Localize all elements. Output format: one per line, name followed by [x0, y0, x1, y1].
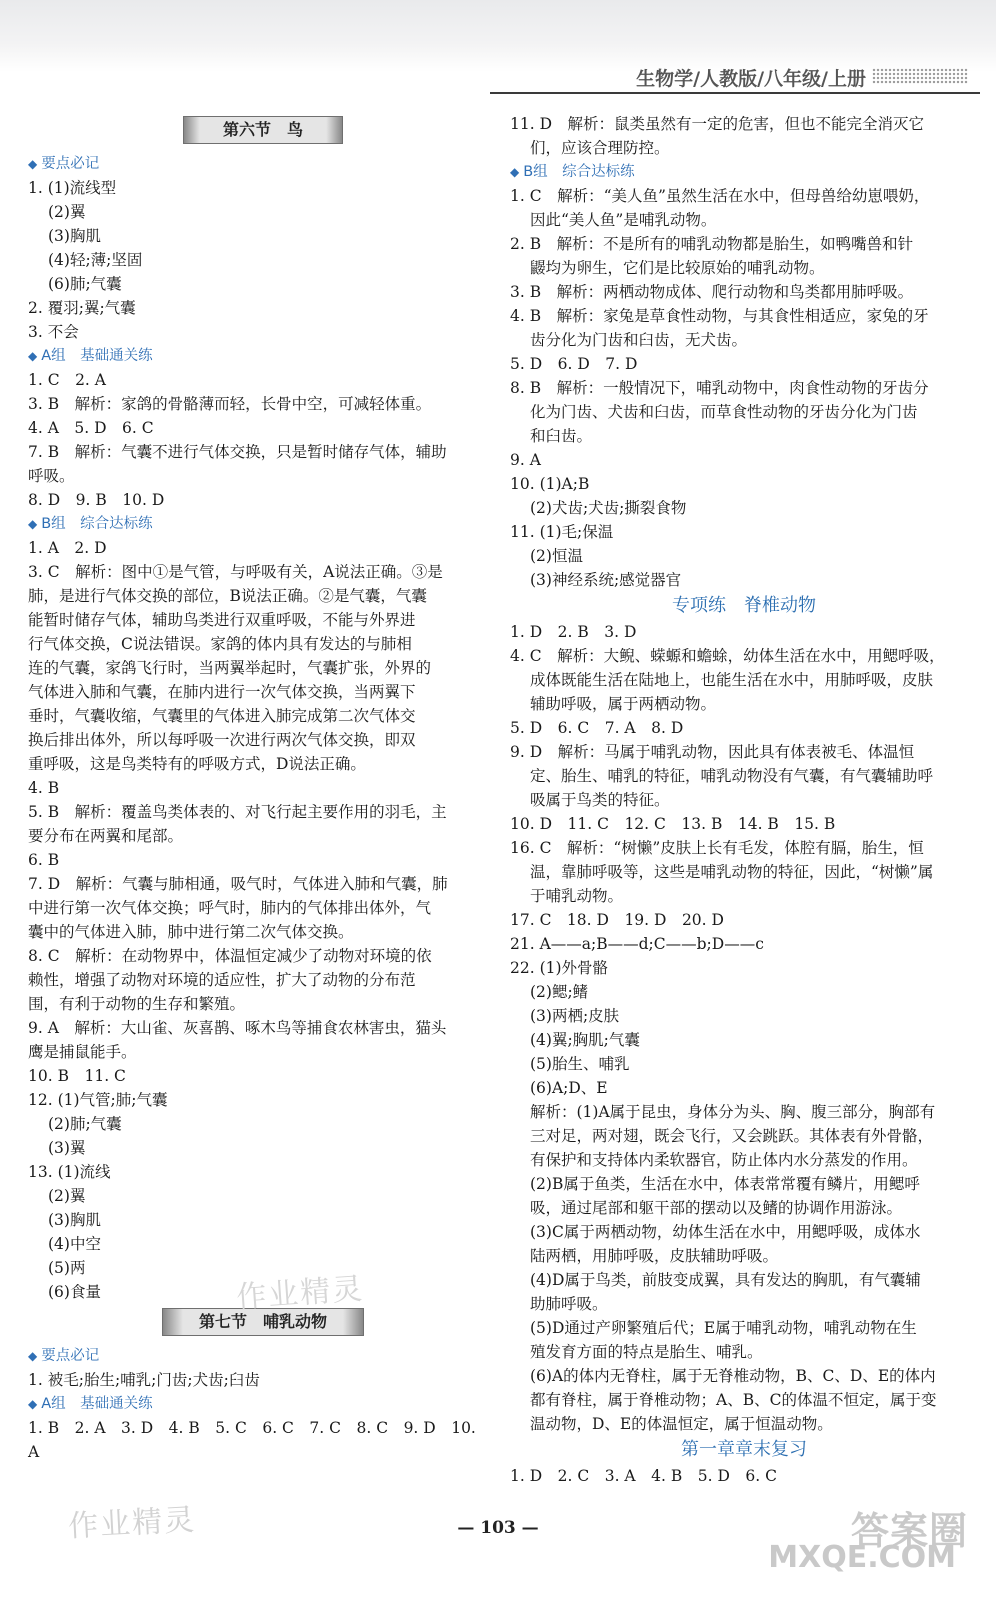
answer-line: 1. B 2. A 3. D 4. B 5. C 6. C 7. C 8. C 9. D 10.	[28, 1419, 476, 1437]
answer-line: 9. A 解析：大山雀、灰喜鹊、啄木鸟等捕食农林害虫，猫头	[28, 1019, 447, 1037]
subheading-group-a: ◆ A组 基础通关练	[28, 1392, 498, 1416]
answer-line: 温，靠肺呼吸等，这些是哺乳动物的特征，因此，“树懒”属	[530, 863, 934, 881]
answer-line: 中进行第一次气体交换；呼气时，肺内的气体排出体外，气	[28, 899, 432, 917]
answer-line: 6. B	[28, 851, 60, 869]
header-rule	[490, 92, 980, 94]
answer-line: 围，有利于动物的生存和繁殖。	[28, 995, 246, 1013]
answer-line: 们，应该合理防控。	[530, 139, 670, 157]
answer-line: 3. B 解析：家鸽的骨骼薄而轻，长骨中空，可减轻体重。	[28, 395, 432, 413]
answer-line: 陆两栖，用肺呼吸，皮肤辅助呼吸。	[530, 1247, 779, 1265]
answer-line: (4)中空	[48, 1235, 101, 1253]
watermark-url: MXQE.COM	[768, 1540, 956, 1575]
page-number: — 103 —	[457, 1518, 539, 1538]
answer-line: (3)翼	[48, 1139, 86, 1157]
section-heading-birds: 第六节 鸟	[183, 116, 343, 144]
answer-line: (4)D属于鸟类，前肢变成翼，具有发达的胸肌，有气囊辅	[530, 1271, 921, 1289]
subheading-group-b: ◆ B组 综合达标练	[28, 512, 498, 536]
answer-line: 囊中的气体进入肺，肺中进行第二次气体交换。	[28, 923, 354, 941]
answer-line: 7. B 解析：气囊不进行气体交换，只是暂时储存气体，辅助	[28, 443, 447, 461]
subheading-key-points: ◆ 要点必记	[28, 152, 498, 176]
answer-line: 1. 被毛;胎生;哺乳;门齿;犬齿;臼齿	[28, 1371, 260, 1389]
diamond-icon: ◆	[28, 1397, 38, 1411]
answer-list	[510, 620, 978, 1436]
answer-line: 22. (1)外骨骼	[510, 959, 609, 977]
answer-line: 1. A 2. D	[28, 539, 107, 557]
answer-line: (3)C属于两栖动物，幼体生活在水中，用鳃呼吸，成体水	[530, 1223, 921, 1241]
answer-line: 三对足，两对翅，既会飞行，又会跳跃。其体表有外骨骼，	[530, 1127, 934, 1145]
answer-line: 17. C 18. D 19. D 20. D	[510, 911, 724, 929]
diamond-icon: ◆	[28, 157, 38, 171]
answer-line: 因此“美人鱼”是哺乳动物。	[530, 211, 717, 229]
answer-list	[510, 112, 978, 160]
answer-line: 殖发育方面的特点是胎生、哺乳。	[530, 1343, 763, 1361]
subheading-group-b: ◆ B组 综合达标练	[510, 160, 978, 184]
answer-list	[28, 176, 498, 344]
answer-line: (6)A;D、E	[530, 1079, 608, 1097]
answer-line: 5. D 6. C 7. A 8. D	[510, 719, 684, 737]
answer-line: 定、胎生、哺乳的特征，哺乳动物没有气囊，有气囊辅助呼	[530, 767, 934, 785]
section-heading-mammals: 第七节 哺乳动物	[162, 1308, 364, 1336]
answer-line: (2)翼	[48, 1187, 86, 1205]
right-column	[510, 112, 978, 1488]
answer-line: 5. D 6. D 7. D	[510, 355, 638, 373]
watermark-text: 作业精灵	[67, 1502, 198, 1545]
subheading-key-points: ◆ 要点必记	[28, 1344, 498, 1368]
answer-line: 化为门齿、犬齿和臼齿，而草食性动物的牙齿分化为门齿	[530, 403, 918, 421]
subheading-group-a: ◆ A组 基础通关练	[28, 344, 498, 368]
answer-line: 于哺乳动物。	[530, 887, 624, 905]
answer-line: (2)肺;气囊	[48, 1115, 122, 1133]
answer-line: 鼹均为卵生，它们是比较原始的哺乳动物。	[530, 259, 825, 277]
answer-line: (3)胸肌	[48, 227, 101, 245]
answer-list	[28, 1368, 498, 1392]
answer-line: 1. (1)流线型	[28, 179, 117, 197]
answer-line: 要分布在两翼和尾部。	[28, 827, 184, 845]
answer-line: 3. B 解析：两栖动物成体、爬行动物和鸟类都用肺呼吸。	[510, 283, 914, 301]
header-dot-pattern	[872, 68, 968, 84]
left-column	[28, 112, 498, 1464]
answer-line: 16. C 解析：“树懒”皮肤上长有毛发，体腔有膈，胎生，恒	[510, 839, 924, 857]
answer-line: 10. (1)A;B	[510, 475, 590, 493]
answer-line: (6)A的体内无脊柱，属于无脊椎动物，B、C、D、E的体内	[530, 1367, 936, 1385]
diamond-icon: ◆	[28, 517, 38, 531]
watermark-text: 作业精灵	[235, 1271, 366, 1316]
answer-line: 1. D 2. B 3. D	[510, 623, 637, 641]
answer-line: 行气体交换，C说法错误。家鸽的体内具有发达的与肺相	[28, 635, 412, 653]
answer-line: 7. D 解析：气囊与肺相通，吸气时，气体进入肺和气囊，肺	[28, 875, 448, 893]
answer-line: 5. B 解析：覆盖鸟类体表的、对飞行起主要作用的羽毛，主	[28, 803, 447, 821]
answer-line: 呼吸。	[28, 467, 75, 485]
answer-line: 10. D 11. C 12. C 13. B 14. B 15. B	[510, 815, 836, 833]
answer-line: 4. A 5. D 6. C	[28, 419, 154, 437]
answer-line: (5)D通过产卵繁殖后代；E属于哺乳动物，哺乳动物在生	[530, 1319, 917, 1337]
answer-line: 都有脊柱，属于脊椎动物；A、B、C的体温不恒定，属于变	[530, 1391, 937, 1409]
answer-line: 12. (1)气管;肺;气囊	[28, 1091, 168, 1109]
answer-line: (5)胎生、哺乳	[530, 1055, 630, 1073]
answer-line: (2)翼	[48, 203, 86, 221]
answer-line: 温动物，D、E的体温恒定，属于恒温动物。	[530, 1415, 833, 1433]
answer-line: 和臼齿。	[530, 427, 593, 445]
answer-line: (6)食量	[48, 1283, 101, 1301]
answer-line: 21. A——a;B——d;C——b;D——c	[510, 935, 764, 953]
answer-line: 成体既能生活在陆地上，也能生活在水中，用肺呼吸，皮肤	[530, 671, 934, 689]
answer-line: (2)恒温	[530, 547, 583, 565]
answer-line: (6)肺;气囊	[48, 275, 122, 293]
answer-line: 齿分化为门齿和臼齿，无犬齿。	[530, 331, 748, 349]
answer-line: 2. B 解析：不是所有的哺乳动物都是胎生，如鸭嘴兽和针	[510, 235, 914, 253]
answer-line: (2)犬齿;犬齿;撕裂食物	[530, 499, 687, 517]
answer-line: 赖性，增强了动物对环境的适应性，扩大了动物的分布范	[28, 971, 416, 989]
answer-list	[28, 1416, 498, 1464]
header-title: 生物学/人教版/八年级/上册	[636, 68, 866, 90]
answer-line: 肺，是进行气体交换的部位，B说法正确。②是气囊，气囊	[28, 587, 427, 605]
answer-line: 能暂时储存气体，辅助鸟类进行双重呼吸，不能与外界进	[28, 611, 416, 629]
answer-line: 10. B 11. C	[28, 1067, 126, 1085]
special-practice-title: 专项练 脊椎动物	[672, 595, 816, 616]
answer-line: 11. (1)毛;保温	[510, 523, 614, 541]
answer-line: (4)轻;薄;坚固	[48, 251, 143, 269]
answer-line: 重呼吸，这是鸟类特有的呼吸方式，D说法正确。	[28, 755, 366, 773]
answer-line: 9. D 解析：马属于哺乳动物，因此具有体表被毛、体温恒	[510, 743, 915, 761]
answer-list	[28, 368, 498, 512]
answer-line: 4. B	[28, 779, 60, 797]
answer-line: 鹰是捕鼠能手。	[28, 1043, 137, 1061]
answer-line: (3)两栖;皮肤	[530, 1007, 620, 1025]
watermark-logo: 答案圈	[850, 1508, 968, 1553]
answer-line: 2. 覆羽;翼;气囊	[28, 299, 136, 317]
answer-line: 8. D 9. B 10. D	[28, 491, 165, 509]
answer-list	[28, 536, 498, 1304]
answer-line: 有保护和支持体内柔软器官，防止体内水分蒸发的作用。	[530, 1151, 918, 1169]
answer-line: 气体进入肺和气囊，在肺内进行一次气体交换，当两翼下	[28, 683, 416, 701]
answer-line: A	[28, 1443, 40, 1461]
answer-line: 9. A	[510, 451, 541, 469]
answer-line: 换后排出体外，所以每呼吸一次进行两次气体交换，即双	[28, 731, 416, 749]
diamond-icon: ◆	[510, 165, 520, 179]
answer-line: 解析：(1)A属于昆虫，身体分为头、胸、腹三部分，胸部有	[530, 1103, 936, 1121]
answer-line: 1. C 2. A	[28, 371, 106, 389]
answer-line: 4. B 解析：家兔是草食性动物，与其食性相适应，家兔的牙	[510, 307, 929, 325]
answer-list	[510, 184, 978, 592]
answer-line: 3. C 解析：图中①是气管，与呼吸有关，A说法正确。③是	[28, 563, 443, 581]
answer-line: 8. C 解析：在动物界中，体温恒定减少了动物对环境的依	[28, 947, 432, 965]
answer-line: 垂时，气囊收缩，气囊里的气体进入肺完成第二次气体交	[28, 707, 416, 725]
chapter-review-title: 第一章章末复习	[681, 1439, 807, 1460]
diamond-icon: ◆	[28, 1349, 38, 1363]
answer-line: 13. (1)流线	[28, 1163, 111, 1181]
answer-line: 辅助呼吸，属于两栖动物。	[530, 695, 717, 713]
answer-line: (4)翼;胸肌;气囊	[530, 1031, 640, 1049]
answer-line: (5)两	[48, 1259, 86, 1277]
answer-line: (2)B属于鱼类，生活在水中，体表常常覆有鳞片，用鳃呼	[530, 1175, 920, 1193]
answer-line: 助肺呼吸。	[530, 1295, 608, 1313]
answer-line: 吸，通过尾部和躯干部的摆动以及鳍的协调作用游泳。	[530, 1199, 903, 1217]
header-band	[0, 0, 996, 72]
answer-line: (3)胸肌	[48, 1211, 101, 1229]
answer-line: 3. 不会	[28, 323, 79, 341]
answer-line: (3)神经系统;感觉器官	[530, 571, 682, 589]
diamond-icon: ◆	[28, 349, 38, 363]
answer-line: 1. C 解析：“美人鱼”虽然生活在水中，但母兽给幼崽喂奶，	[510, 187, 930, 205]
answer-line: 连的气囊，家鸽飞行时，当两翼举起时，气囊扩张，外界的	[28, 659, 432, 677]
answer-line: 4. C 解析：大鲵、蝾螈和蟾蜍，幼体生活在水中，用鳃呼吸，	[510, 647, 945, 665]
answer-line: 11. D 解析：鼠类虽然有一定的危害，但也不能完全消灭它	[510, 115, 925, 133]
answer-line: 1. D 2. C 3. A 4. B 5. D 6. C	[510, 1467, 777, 1485]
answer-list	[510, 1464, 978, 1488]
answer-line: 8. B 解析：一般情况下，哺乳动物中，肉食性动物的牙齿分	[510, 379, 929, 397]
answer-line: 吸属于鸟类的特征。	[530, 791, 670, 809]
answer-line: (2)鳃;鳍	[530, 983, 589, 1001]
